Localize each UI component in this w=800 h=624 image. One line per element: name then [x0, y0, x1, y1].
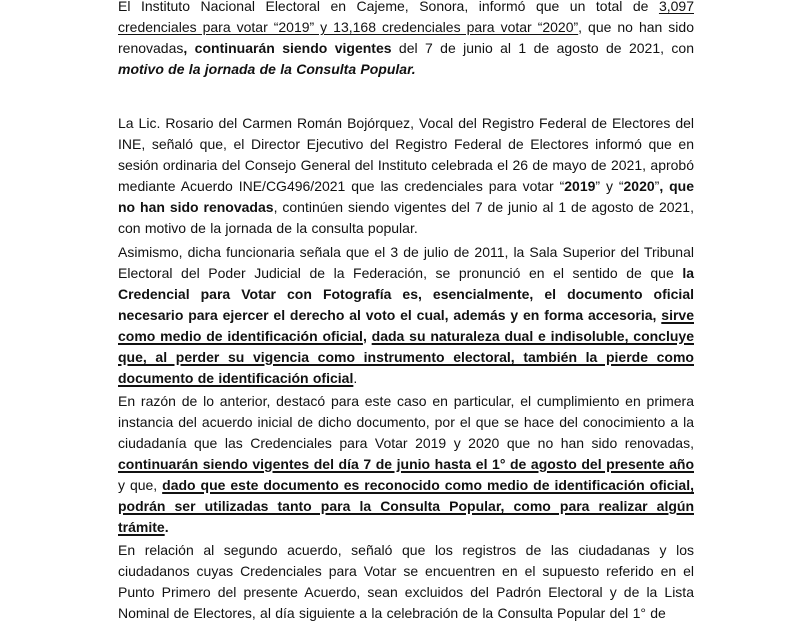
- p1-text-3: del 7 de junio al 1 de agosto de 2021, con: [391, 40, 694, 56]
- p3-underlined-dual-nature: dada su naturaleza dual e indisoluble, concluye que, al perder su vigencia como instrumento electoral, también la pierde como documento de identificación oficial: [118, 328, 694, 386]
- paragraph-1: [118, 0, 694, 80]
- p2-text-3: ”: [654, 178, 660, 194]
- p4-text-2: y que,: [118, 477, 163, 493]
- p4-underlined-validity: continuarán siendo vigentes del día 7 de junio hasta el 1° de agosto del presente año: [118, 456, 694, 472]
- p3-underlined-identification: sirve como medio de identificación oficial: [118, 307, 694, 344]
- p3-bold-credential: la Credencial para Votar con Fotografía es, esencialmente, el documento oficial necesario para ejercer el derecho al voto el cual, además y en forma accesoria,: [118, 265, 694, 323]
- p4-period: .: [164, 519, 169, 535]
- p3-comma: ,: [362, 328, 372, 344]
- p2-bold-2020: 2020: [623, 178, 655, 194]
- p2-text-4: , continúen siendo vigentes del 7 de junio al 1 de agosto de 2021, con motivo de la jornada de la consulta popular.: [118, 199, 694, 236]
- p1-bold-italic-motive: motivo de la jornada de la Consulta Popular.: [118, 61, 416, 77]
- p2-text: La Lic. Rosario del Carmen Román Bojórquez, Vocal del Registro Federal de Electores del INE, señaló que, el Director Ejecutivo del Registro Federal de Electores informó que en sesión ordinaria del Consejo General del Instituto celebrada el 26 de mayo de 2021, aprobó mediante Acuerdo INE/CG496/2021 que las credenciales para votar “: [118, 115, 694, 194]
- p3-period: .: [353, 370, 358, 386]
- p2-bold-not-renewed: , que no han sido renovadas: [118, 178, 694, 215]
- p1-text: El Instituto Nacional Electoral en Cajeme, Sonora, informó que un total de: [118, 0, 659, 14]
- paragraph-2: [118, 113, 694, 239]
- p1-text-2: , que no han sido renovadas: [118, 19, 694, 56]
- p5-text: En relación al segundo acuerdo, señaló que los registros de las ciudadanas y los ciudadanos cuyas Credenciales para Votar se encuentren en el supuesto referido en el Punto Primero del presente Acuerdo, sean excluidos del Padrón Electoral y de la Lista Nominal de Electores, al día siguiente a la celebración de la Consulta Popular del 1° de: [118, 542, 694, 621]
- p3-text: Asimismo, dicha funcionaria señala que el 3 de julio de 2011, la Sala Superior del Tribunal Electoral del Poder Judicial de la Federación, se pronunció en el sentido de que: [118, 244, 694, 281]
- paragraph-4: [118, 391, 694, 538]
- paragraph-5: [118, 540, 694, 624]
- p2-bold-2019: 2019: [564, 178, 596, 194]
- p4-underlined-usage: dado que este documento es reconocido como medio de identificación oficial, podrán ser utilizadas tanto para la Consulta Popular, como para realizar algún trámite: [118, 477, 694, 535]
- paragraph-3: [118, 242, 694, 389]
- p4-text: En razón de lo anterior, destacó para este caso en particular, el cumplimiento en primera instancia del acuerdo inicial de dicho documento, por el que se hace del conocimiento a la ciudadanía que las Credenciales para Votar 2019 y 2020 que no han sido renovadas,: [118, 393, 694, 451]
- p2-text-2: ” y “: [595, 178, 624, 194]
- p1-underlined-count: 3,097 credenciales para votar “2019” y 13,168 credenciales para votar “2020”: [118, 0, 694, 35]
- p1-bold-vigentes: , continuarán siendo vigentes: [183, 40, 392, 56]
